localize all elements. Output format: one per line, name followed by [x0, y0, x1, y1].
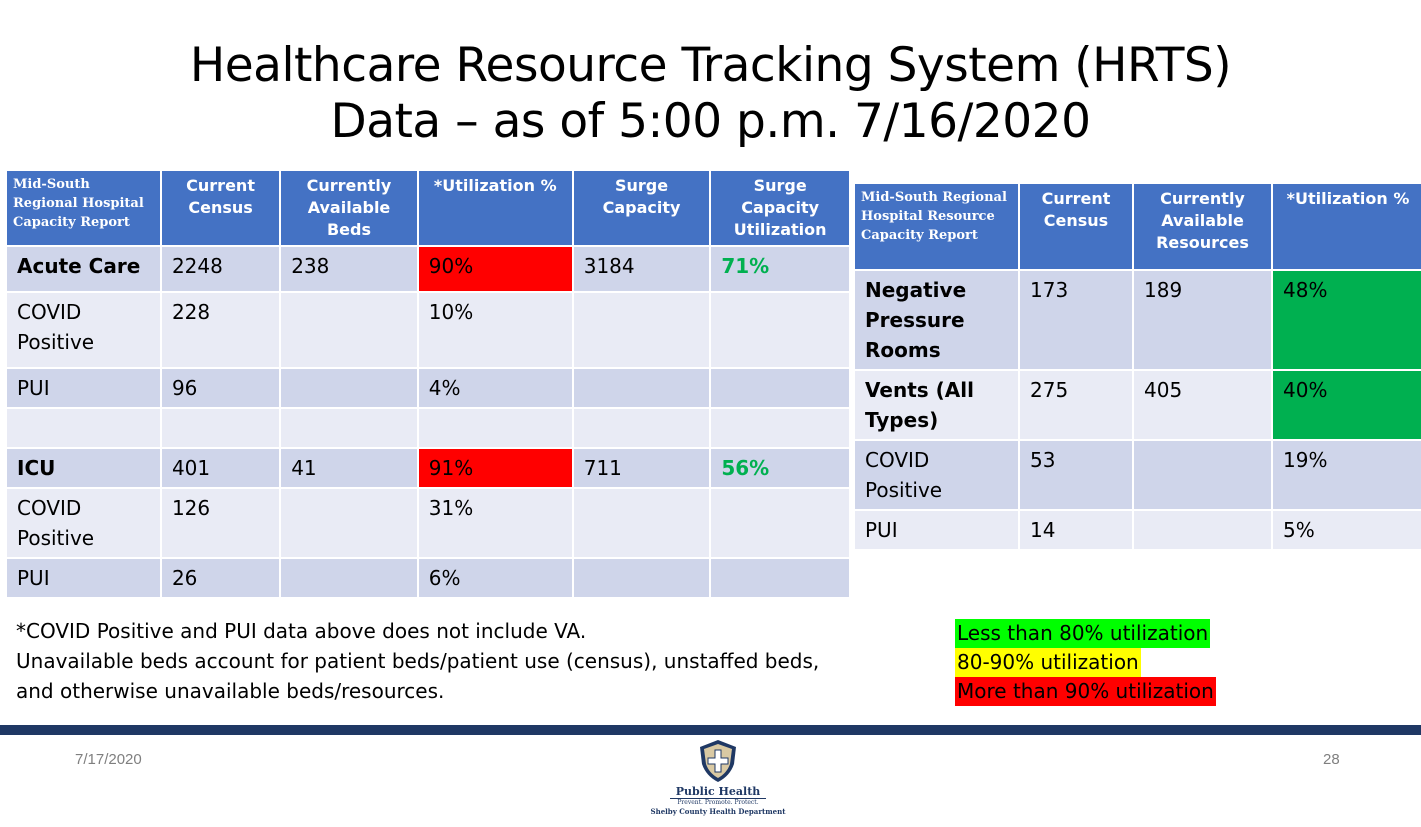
- table-header-row: [7, 171, 849, 245]
- utilization-cell-high: 91%: [419, 449, 572, 487]
- utilization-legend: [953, 619, 1218, 706]
- table-row: [7, 449, 849, 487]
- table-cell: [281, 409, 417, 447]
- table-cell: [711, 489, 849, 557]
- logo-org: Shelby County Health Department: [650, 807, 786, 816]
- table-row: [855, 371, 1421, 439]
- table-cell: [162, 409, 279, 447]
- row-label: PUI: [7, 559, 160, 597]
- table-cell: [281, 489, 417, 557]
- table-cell: [281, 559, 417, 597]
- header-cell: Currently Available Resources: [1134, 184, 1271, 269]
- table-cell: [574, 293, 710, 367]
- header-cell: Currently Available Beds: [281, 171, 417, 245]
- table-cell: [574, 559, 710, 597]
- footnote-line: Unavailable beds account for patient beds/patient use (census), unstaffed beds,: [16, 649, 820, 673]
- table-cell: 14: [1020, 511, 1132, 549]
- legend-item-low: Less than 80% utilization: [955, 619, 1210, 648]
- row-label: Acute Care: [7, 247, 160, 291]
- footer-bar: [0, 725, 1421, 735]
- table-cell: 238: [281, 247, 417, 291]
- table-cell: [711, 293, 849, 367]
- table-cell: [281, 369, 417, 407]
- shield-icon: [696, 738, 740, 784]
- surge-utilization-cell: 71%: [711, 247, 849, 291]
- table-cell: [574, 489, 710, 557]
- table-cell: 53: [1020, 441, 1132, 509]
- table-row: [855, 511, 1421, 549]
- table-cell: 275: [1020, 371, 1132, 439]
- row-label: PUI: [7, 369, 160, 407]
- header-cell: Current Census: [162, 171, 279, 245]
- row-label: COVID Positive: [7, 293, 160, 367]
- table-cell: 26: [162, 559, 279, 597]
- row-label: Vents (All Types): [855, 371, 1018, 439]
- table-cell: 228: [162, 293, 279, 367]
- table-cell: [1134, 511, 1271, 549]
- table-cell: 5%: [1273, 511, 1421, 549]
- row-label: PUI: [855, 511, 1018, 549]
- table-cell: 2248: [162, 247, 279, 291]
- health-department-logo: [640, 738, 796, 824]
- table-cell: 405: [1134, 371, 1271, 439]
- table-cell: 6%: [419, 559, 572, 597]
- table-cell: [1134, 441, 1271, 509]
- header-cell: Surge Capacity Utilization: [711, 171, 849, 245]
- header-cell: *Utilization %: [1273, 184, 1421, 269]
- table-cell: 401: [162, 449, 279, 487]
- legend-item-medium: 80-90% utilization: [955, 648, 1141, 677]
- table-cell: [711, 559, 849, 597]
- utilization-cell-low: 48%: [1273, 271, 1421, 369]
- table-cell: 3184: [574, 247, 710, 291]
- utilization-cell-high: 90%: [419, 247, 572, 291]
- header-cell: Current Census: [1020, 184, 1132, 269]
- slide-title: [0, 38, 1421, 150]
- table-cell: [711, 409, 849, 447]
- slide-date: 7/17/2020: [75, 751, 142, 768]
- table-cell: [281, 293, 417, 367]
- table-row: [7, 247, 849, 291]
- table-row: [7, 293, 849, 367]
- utilization-cell-low: 40%: [1273, 371, 1421, 439]
- logo-title: Public Health: [675, 785, 761, 798]
- table-row: [7, 409, 849, 447]
- table-cell: [574, 369, 710, 407]
- table-cell: [574, 409, 710, 447]
- table-cell: 41: [281, 449, 417, 487]
- table-header-row: [855, 184, 1421, 269]
- table-cell: 711: [574, 449, 710, 487]
- footnote-line: and otherwise unavailable beds/resources.: [16, 679, 445, 703]
- title-line-1: Healthcare Resource Tracking System (HRTS): [189, 38, 1232, 93]
- legend-item-high: More than 90% utilization: [955, 677, 1216, 706]
- row-label: COVID Positive: [7, 489, 160, 557]
- table-row: [7, 369, 849, 407]
- table-cell: 173: [1020, 271, 1132, 369]
- logo-tagline: Prevent. Promote. Protect.: [670, 798, 766, 807]
- header-cell: Mid-South Regional Hospital Resource Capacity Report: [855, 184, 1018, 269]
- table-row: [7, 489, 849, 557]
- table-cell: [7, 409, 160, 447]
- page-number: 28: [1323, 751, 1340, 768]
- surge-utilization-cell: 56%: [711, 449, 849, 487]
- hospital-capacity-table: [5, 169, 851, 599]
- footnote-line: *COVID Positive and PUI data above does not include VA.: [16, 619, 587, 643]
- table-cell: 126: [162, 489, 279, 557]
- table-cell: 31%: [419, 489, 572, 557]
- table-cell: 19%: [1273, 441, 1421, 509]
- table-row: [7, 559, 849, 597]
- footnotes: [16, 616, 819, 706]
- row-label: COVID Positive: [855, 441, 1018, 509]
- table-row: [855, 441, 1421, 509]
- table-row: [855, 271, 1421, 369]
- table-cell: 10%: [419, 293, 572, 367]
- table-cell: [711, 369, 849, 407]
- row-label: ICU: [7, 449, 160, 487]
- header-cell: Mid-South Regional Hospital Capacity Report: [7, 171, 160, 245]
- table-cell: 4%: [419, 369, 572, 407]
- header-cell: Surge Capacity: [574, 171, 710, 245]
- header-cell: *Utilization %: [419, 171, 572, 245]
- table-cell: 96: [162, 369, 279, 407]
- resource-capacity-table: [853, 182, 1421, 551]
- table-cell: [419, 409, 572, 447]
- table-cell: 189: [1134, 271, 1271, 369]
- title-line-2: Data – as of 5:00 p.m. 7/16/2020: [330, 94, 1091, 149]
- row-label: Negative Pressure Rooms: [855, 271, 1018, 369]
